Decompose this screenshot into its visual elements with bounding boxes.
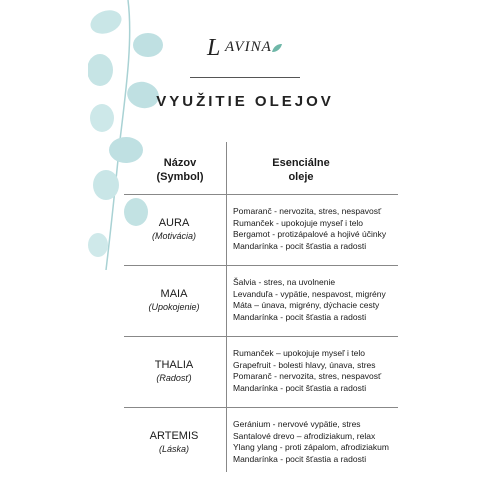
table-row-divider [226, 194, 398, 195]
oil-item: Mandarínka - pocit šťastia a radosti [233, 453, 367, 464]
column-header-name-line1: Názov [163, 157, 197, 169]
logo-letter-l-icon [205, 33, 225, 61]
table-row-aura-oils [233, 206, 403, 252]
oil-item: Mandarínka - pocit šťastia a radosti [233, 240, 367, 251]
table-row-artemis-symbol [124, 429, 224, 456]
oil-item: Šalvia - stres, na uvolnenie [233, 277, 336, 287]
symbol-meaning: (Motivácia) [151, 231, 196, 241]
oil-item: Mandarínka - pocit šťastia a radosti [233, 311, 367, 322]
title-divider [190, 77, 300, 78]
oil-item: Máta – únava, migrény, dýchacie cesty [233, 300, 380, 311]
oil-item: Rumanček – upokojuje myseľ i telo [233, 348, 365, 358]
oil-item: Geránium - nervové vypätie, stres [233, 419, 361, 429]
oil-item: Bergamot - protizápalové a hojivé účinky [233, 229, 387, 240]
table-row-aura-symbol [124, 216, 224, 243]
table-row-divider [226, 336, 398, 337]
table-row-thalia-symbol [124, 358, 224, 385]
oil-item: Levanduľa - vypätie, nespavost, migrény [233, 288, 386, 299]
column-header-oils [236, 156, 366, 184]
symbol-name: ARTEMIS [149, 430, 199, 442]
table-row-divider [226, 407, 398, 408]
brand-logo [205, 33, 295, 63]
symbol-name: AURA [158, 217, 190, 229]
table-row-thalia-oils [233, 348, 403, 394]
table-row-maia-symbol [124, 287, 224, 314]
oil-item: Santalové drevo – afrodiziakum, relax [233, 430, 376, 441]
table-row-artemis-oils [233, 419, 403, 465]
symbol-meaning: (Upokojenie) [148, 302, 200, 312]
column-header-name-line2: (Symbol) [156, 171, 204, 183]
oil-item: Rumanček - upokojuje myseľ i telo [233, 217, 364, 228]
table-row-divider [226, 265, 398, 266]
column-header-name [140, 156, 220, 184]
column-header-oils-line2: oleje [288, 171, 314, 183]
oil-item: Ylang ylang - proti zápalom, afrodiziakum [233, 442, 389, 453]
column-header-oils-line1: Esenciálne [272, 157, 330, 169]
table-row-divider [124, 194, 226, 195]
table-row-divider [124, 407, 226, 408]
brand-name: AVINA [225, 39, 272, 55]
symbol-name: MAIA [160, 288, 188, 300]
table-row-maia-oils [233, 277, 403, 323]
table-row-divider [124, 336, 226, 337]
logo-leaf-icon [271, 43, 283, 53]
table-row-divider [124, 265, 226, 266]
oil-item: Mandarínka - pocit šťastia a radosti [233, 382, 367, 393]
oil-item: Pomaranč - nervozita, stres, nespavosť [233, 371, 382, 382]
page-title: VYUŽITIE OLEJOV [156, 93, 334, 110]
table-column-divider [226, 142, 227, 472]
oil-item: Grapefruit - bolesti hlavy, únava, stres [233, 359, 376, 370]
symbol-meaning: (Radosť) [156, 373, 192, 383]
oil-item: Pomaranč - nervozita, stres, nespavosť [233, 206, 382, 216]
svg-text:L: L [207, 35, 221, 61]
symbol-name: THALIA [154, 359, 194, 371]
symbol-meaning: (Láska) [158, 444, 189, 454]
